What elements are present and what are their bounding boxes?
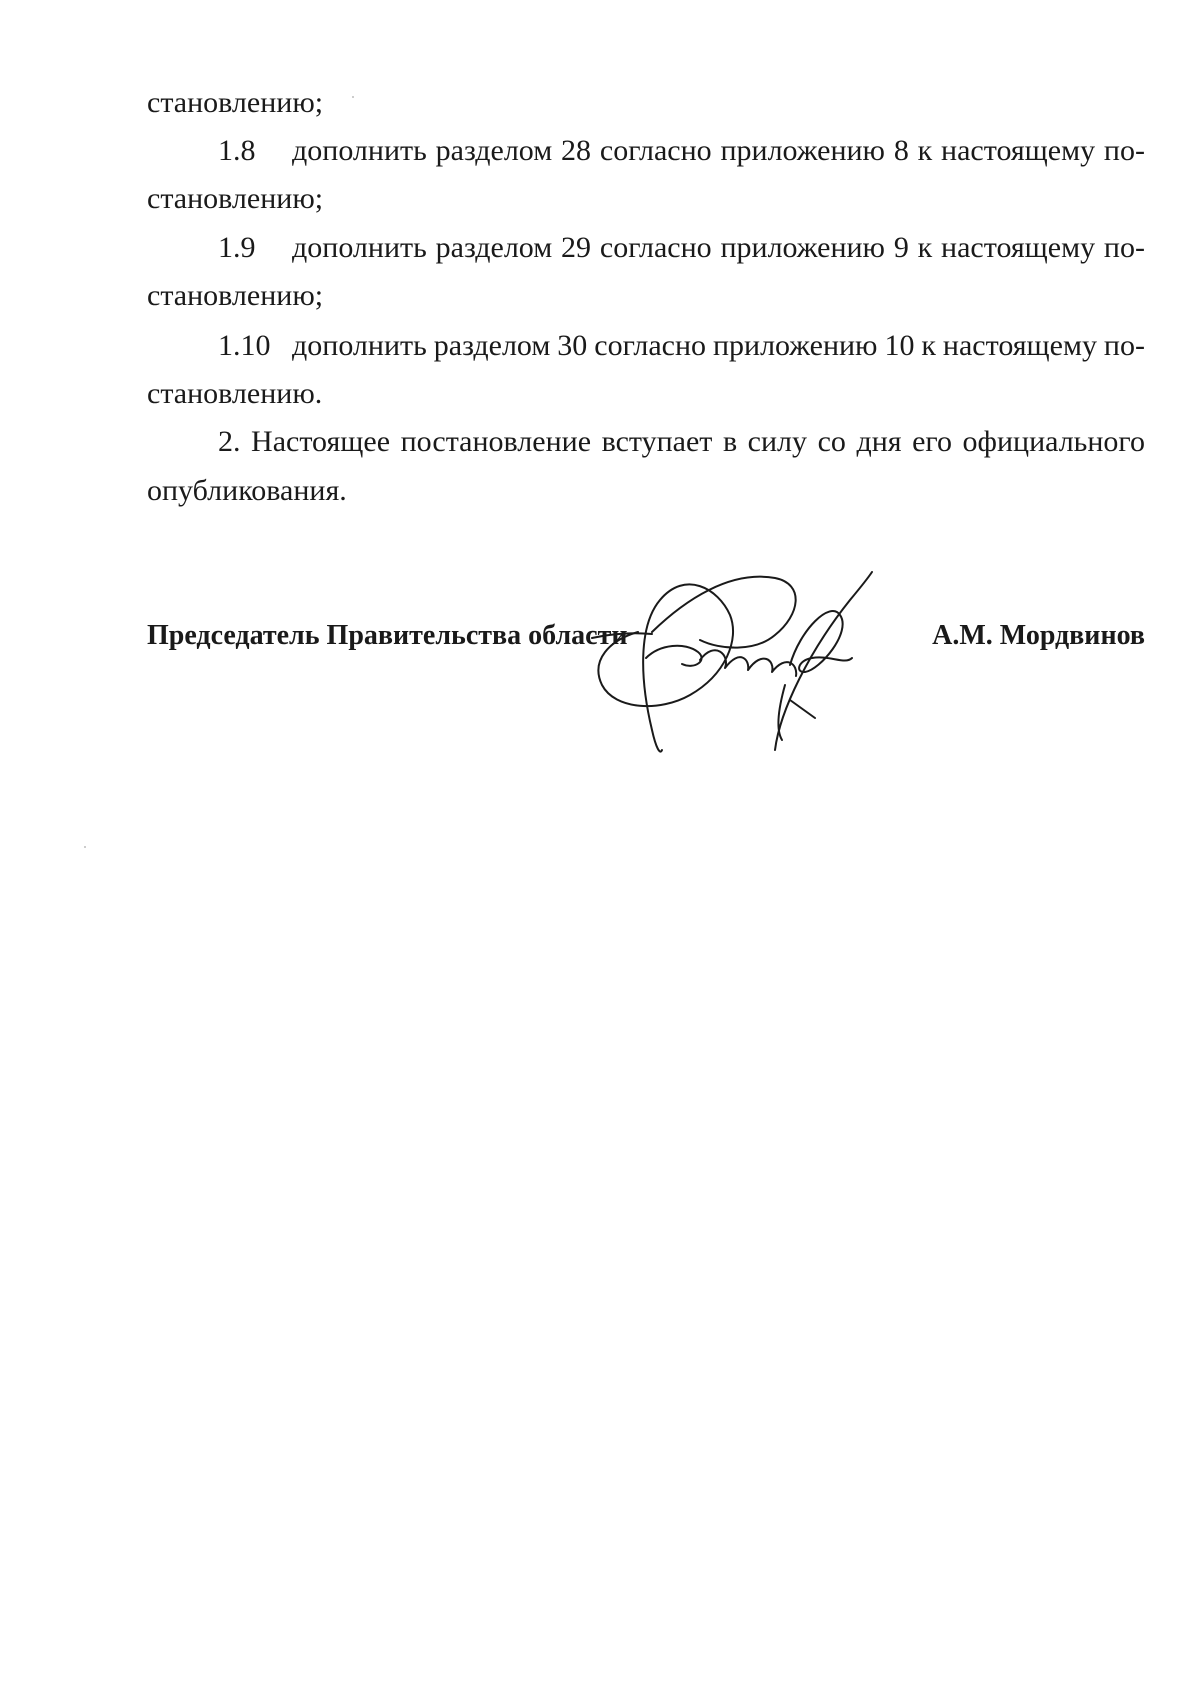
signatory-name: А.М. Мордвинов [932, 620, 1145, 651]
scan-speck [352, 96, 354, 98]
word: 28 [561, 134, 592, 167]
word: настоящему [941, 134, 1096, 167]
word: к [917, 231, 933, 264]
scan-speck [84, 846, 86, 848]
word: 2. [218, 425, 241, 458]
text-line [147, 181, 323, 217]
list-item-1-10 [218, 328, 1145, 364]
line-text: становлению; [147, 182, 324, 215]
word: согласно [594, 329, 707, 362]
word: Настоящее [251, 425, 391, 458]
word: к [917, 134, 933, 167]
word: дополнить [292, 231, 427, 264]
word: настоящему [942, 329, 1097, 362]
word: 10 [884, 329, 915, 362]
word: дополнить [292, 329, 427, 362]
line-text: становлению. [147, 377, 323, 410]
word: постановление [400, 425, 592, 458]
word: со [817, 425, 846, 458]
word: по- [1103, 231, 1145, 264]
word: по- [1103, 134, 1145, 167]
line-text: становлению; [147, 86, 324, 119]
word: 9 [893, 231, 909, 264]
word: согласно [599, 231, 712, 264]
word: вступает [601, 425, 713, 458]
word: к [921, 329, 936, 362]
handwritten-signature [590, 560, 950, 760]
word: дня [856, 425, 902, 458]
word: силу [747, 425, 808, 458]
text-line [147, 376, 322, 412]
signatory-title: Председатель Правительства области [147, 620, 628, 651]
line-text: становлению; [147, 279, 324, 312]
word: 8 [893, 134, 909, 167]
text-line [147, 85, 323, 121]
word: разделом [435, 231, 553, 264]
word: 30 [557, 329, 588, 362]
line-text: опубликования. [147, 474, 347, 507]
word: приложению [720, 231, 885, 264]
word: по- [1103, 329, 1145, 362]
word: приложению [712, 329, 878, 362]
item-text [292, 328, 1145, 364]
word: согласно [599, 134, 712, 167]
item-text [292, 230, 1145, 266]
paragraph-text [218, 424, 1145, 460]
word: в [722, 425, 738, 458]
item-number: 1.8 [218, 134, 256, 167]
list-item-1-9 [218, 230, 1145, 266]
text-line [147, 278, 323, 314]
word: 29 [561, 231, 592, 264]
item-number: 1.10 [218, 329, 271, 362]
text-line [147, 473, 347, 509]
item-number: 1.9 [218, 231, 256, 264]
word: настоящему [941, 231, 1096, 264]
word: разделом [435, 134, 553, 167]
list-item-1-8 [218, 133, 1145, 169]
word: приложению [720, 134, 885, 167]
word: официального [962, 425, 1145, 458]
word: его [912, 425, 952, 458]
item-text [292, 133, 1145, 169]
word: дополнить [292, 134, 427, 167]
paragraph-2 [218, 424, 1145, 460]
word: разделом [433, 329, 551, 362]
